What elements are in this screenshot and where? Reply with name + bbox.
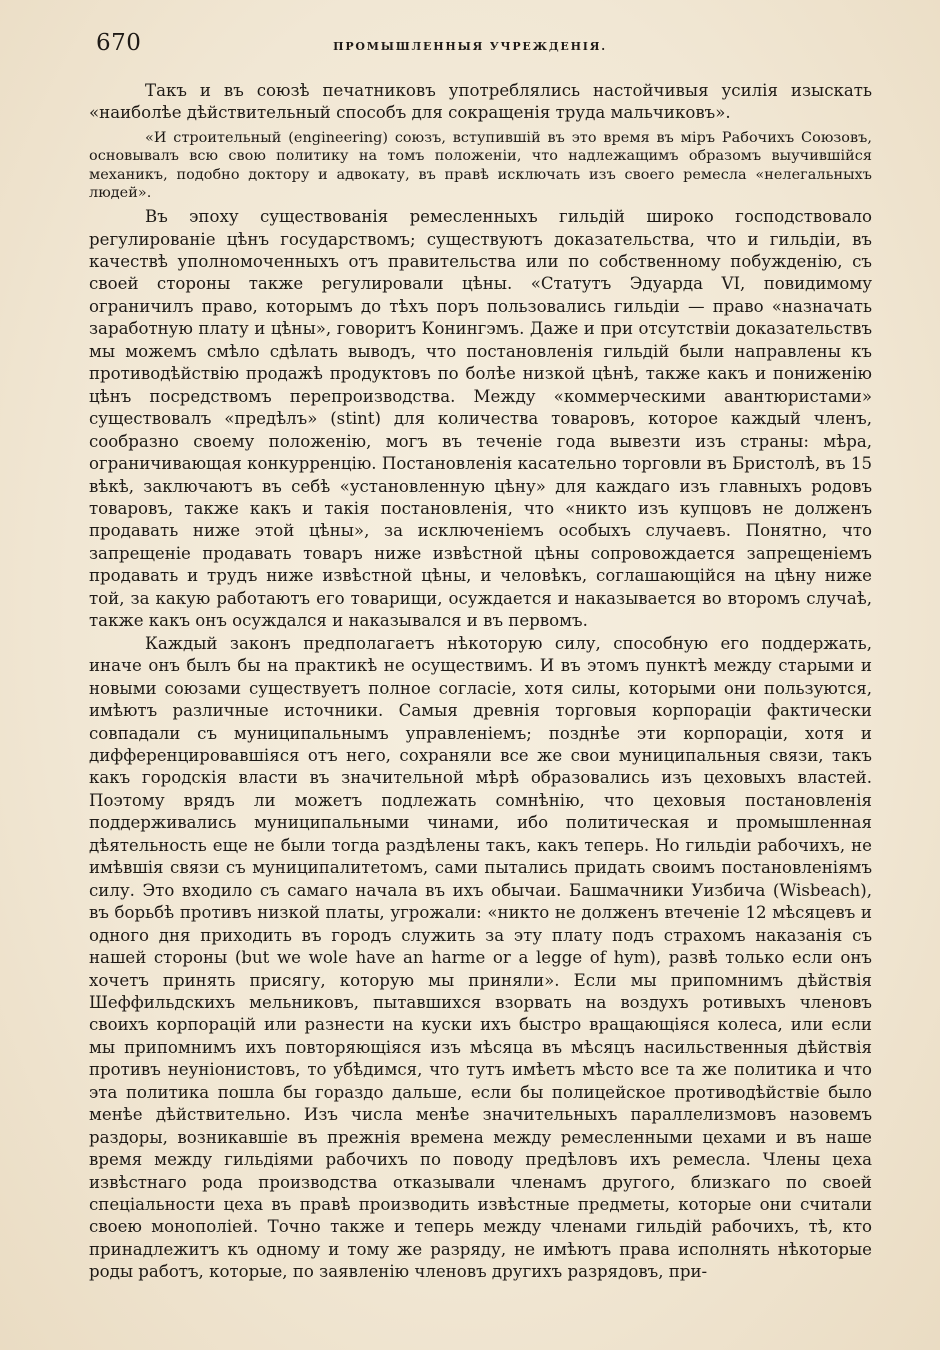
paragraph-printers-union: Такъ и въ союзѣ печатниковъ употреблялись настойчивыя усилія изыскать «наиболѣе дѣйствительный способъ для сокращенія труда мальчиковъ». [89, 81, 872, 123]
page-number: 670 [96, 30, 142, 56]
body-text [89, 80, 872, 1284]
quote-engineering-union: «И строительный (engineering) союзъ, вступившій въ это время въ міръ Рабочихъ Союзовъ, основывалъ всю свою политику на томъ положеніи, что надлежащимъ образомъ выучившійся механикъ, подобно доктору и адвокату, въ правѣ исключать изъ своего ремесла «нелегальныхъ людей». [89, 129, 872, 201]
paragraph-price-regulation: Въ эпоху существованія ремесленныхъ гильдій широко господствовало регулированіе цѣнъ государствомъ; существуютъ доказательства, что и гильдіи, въ качествѣ уполномоченныхъ отъ правительства или по собственному побужденію, съ своей стороны также регулировали цѣны. «Статутъ Эдуарда VI, повидимому ограничилъ право, которымъ до тѣхъ поръ пользовались гильдіи — право «назначать заработную плату и цѣны», говоритъ Конингэмъ. Даже и при отсутствіи доказательствъ мы можемъ смѣло сдѣлать выводъ, что постановленія гильдій были направлены къ противодѣйствію продажѣ продуктовъ по болѣе низкой цѣнѣ, также какъ и пониженію цѣнъ посредствомъ перепроизводства. Между «коммерческими авантюристами» существовалъ «предѣлъ» (stint) для количества товаровъ, которое каждый членъ, сообразно своему положенію, могъ въ теченіе года вывезти изъ страны: мѣра, ограничивающая конкурренцію. Постановленія касательно торговли въ Бристолѣ, въ 15 вѣкѣ, заключаютъ въ себѣ «установленную цѣну» для каждаго изъ главныхъ родовъ товаровъ, также какъ и такія постановленія, что «никто изъ купцовъ не долженъ продавать ниже этой цѣны», за исключеніемъ особыхъ случаевъ. Понятно, что запрещеніе продавать товаръ ниже извѣстной цѣны сопровождается запрещеніемъ продавать и трудъ ниже извѣстной цѣны, и человѣкъ, соглашающійся на цѣну ниже той, за какую работаютъ его товарищи, осуждается и наказывается во второмъ случаѣ, также какъ онъ осуждался и наказывался и въ первомъ. [89, 207, 872, 631]
running-title: ПРОМЫШЛЕННЫЯ УЧРЕЖДЕНІЯ. [333, 40, 607, 53]
paragraph-enforcement: Каждый законъ предполагаетъ нѣкоторую силу, способную его поддержать, иначе онъ былъ бы на практикѣ не осуществимъ. И въ этомъ пунктѣ между старыми и новыми союзами существуетъ полное согласіе, хотя силы, которыми они пользуются, имѣютъ различные источники. Самыя древнія торговыя корпораціи фактически совпадали съ муниципальнымъ управленіемъ; позднѣе эти корпораціи, хотя и дифференцировавшіяся отъ него, сохраняли все же свои муниципальныя связи, такъ какъ городскія власти въ значительной мѣрѣ образовались изъ цеховыхъ властей. Поэтому врядъ ли можетъ подлежать сомнѣнію, что цеховыя постановленія поддерживались муниципальными чинами, ибо политическая и промышленная дѣятельность еще не были тогда раздѣлены такъ, какъ теперь. Но гильдіи рабочихъ, не имѣвшія связи съ муниципалитетомъ, сами пытались придать своимъ постановленіямъ силу. Это входило съ самаго начала въ ихъ обычаи. Башмачники Уизбича (Wisbeach), въ борьбѣ противъ низкой платы, угрожали: «никто не долженъ втеченіе 12 мѣсяцевъ и одного дня приходить въ городъ служить за эту плату подъ страхомъ наказанія съ нашей стороны (but we wole have an harme or a legge of hym), развѣ только если онъ хочетъ принять присягу, которую мы приняли». Если мы припомнимъ дѣйствія Шеффильдскихъ мельниковъ, пытавшихся взорвать на воздухъ ротивыхъ членовъ своихъ корпорацій или разнести на куски ихъ быстро вращающіяся колеса, или если мы припомнимъ ихъ повторяющіяся изъ мѣсяца въ мѣсяцъ насильственныя дѣйствія противъ неуніонистовъ, то убѣдимся, что тутъ имѣетъ мѣсто все та же политика и что эта политика пошла бы гораздо дальше, если бы полицейское противодѣйствіе было менѣе дѣйствительно. Изъ числа менѣе значительныхъ параллелизмовъ назовемъ раздоры, возникавшіе въ прежнія времена между ремесленными цехами и въ наше время между гильдіями рабочихъ по поводу предѣловъ ихъ ремесла. Члены цеха извѣстнаго рода производства отказывали членамъ другого, близкаго по своей спеціальности цеха въ правѣ производить извѣстные предметы, которые они считали своею монополіей. Точно также и теперь между членами гильдій рабочихъ, тѣ, кто принадлежитъ къ одному и тому же разряду, не имѣютъ права исполнять нѣкоторые роды работъ, которые, по заявленію членовъ другихъ разрядовъ, при- [89, 633, 872, 1282]
